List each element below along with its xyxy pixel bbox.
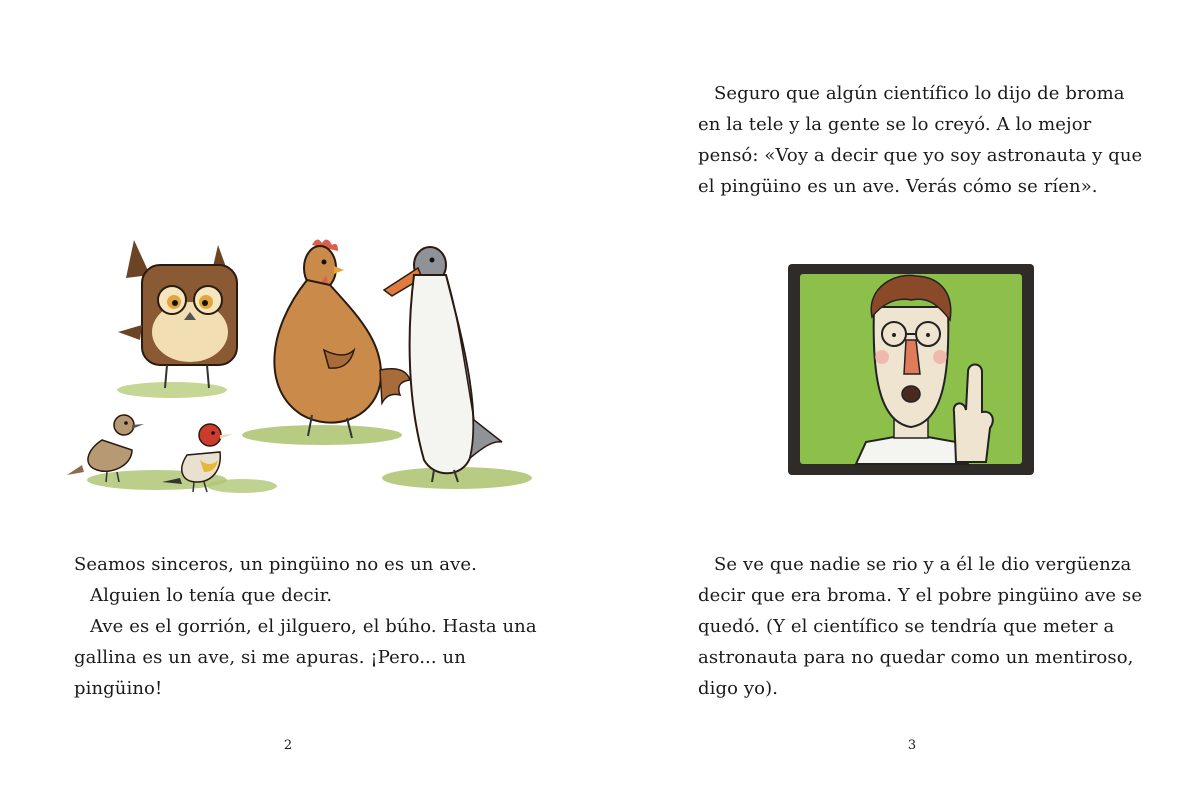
birds-group-illustration <box>62 220 532 505</box>
owl-figure <box>118 240 237 388</box>
right-page <box>600 0 1200 812</box>
penguin-figure <box>384 247 502 482</box>
hen-figure <box>274 239 410 438</box>
right-page-top-text <box>698 78 1148 202</box>
page-number: 3 <box>907 738 917 753</box>
paragraph: Seguro que algún científico lo dijo de broma en la tele y la gente se lo creyó. A lo mejor pensó: «Voy a decir que yo soy astronauta y que el pingüino es un ave. Verás cómo se ríen». <box>698 83 1143 197</box>
paragraph: Ave es el gorrión, el jilguero, el búho. Hasta una gallina es un ave, si me apuras. ¡Pero... un pingüino! <box>74 616 537 699</box>
right-page-bottom-text <box>698 549 1148 704</box>
left-page-text <box>74 549 544 704</box>
tv-scientist-illustration <box>786 262 1036 477</box>
paragraph: Alguien lo tenía que decir. <box>90 585 333 606</box>
paragraph: Seamos sinceros, un pingüino no es un ave. <box>74 554 477 575</box>
paragraph: Se ve que nadie se rio y a él le dio vergüenza decir que era broma. Y el pobre pingüino ave se quedó. (Y el científico se tendría que meter a astronauta para no quedar como un mentiroso, digo yo). <box>698 554 1143 699</box>
page-number: 2 <box>283 738 293 753</box>
